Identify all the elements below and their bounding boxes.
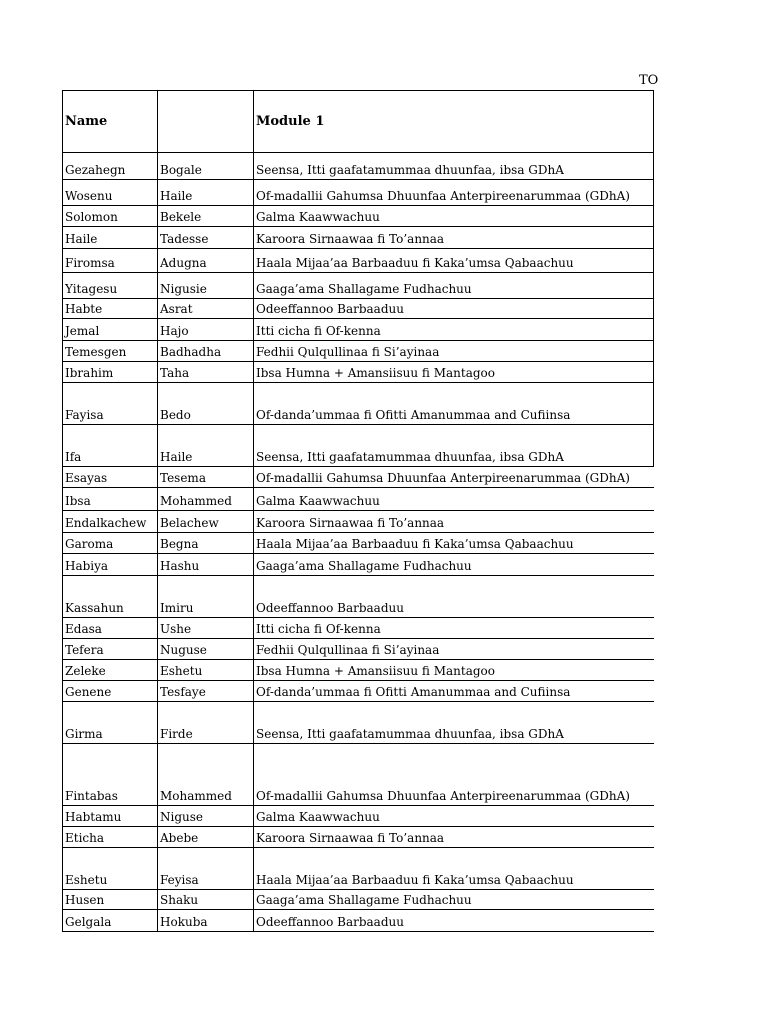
table-row: [63, 554, 654, 576]
table-row: [63, 362, 654, 383]
last-name-cell: Firde: [158, 702, 254, 743]
last-name-cell: Haile: [158, 425, 254, 466]
corner-text: TO: [639, 73, 659, 88]
module-cell: Odeeffannoo Barbaaduu: [254, 299, 654, 318]
table-row: [63, 702, 654, 744]
module-cell: Haala Mijaa’aa Barbaaduu fi Kaka’umsa Qabaachuu: [256, 537, 574, 551]
first-name-cell: Solomon: [63, 206, 158, 226]
table-row: [63, 890, 654, 910]
last-name-cell: Niguse: [158, 806, 254, 826]
first-name-cell: Esayas: [63, 467, 158, 487]
last-name-cell: Abebe: [158, 827, 254, 847]
last-name-cell: Bogale: [158, 153, 254, 179]
last-name-cell: Badhadha: [158, 341, 254, 361]
module-cell: Seensa, Itti gaafatamummaa dhuunfaa, ibsa GDhA: [254, 425, 654, 466]
first-name-cell: Gelgala: [63, 910, 158, 931]
module-cell: Fedhii Qulqullinaa fi Si’ayinaa: [256, 643, 440, 657]
table-row: [63, 848, 654, 890]
table-row: [63, 827, 654, 848]
first-name-cell: Eticha: [63, 827, 158, 847]
table-row: [63, 576, 654, 618]
last-name-cell: Asrat: [158, 299, 254, 318]
table-row: [63, 618, 654, 639]
last-name-cell: Mohammed: [158, 488, 254, 510]
module-cell: Of-madallii Gahumsa Dhuunfaa Anterpireenarummaa (GDhA): [254, 180, 654, 205]
module-cell: Seensa, Itti gaafatamummaa dhuunfaa, ibsa GDhA: [256, 727, 564, 741]
first-name-cell: Girma: [63, 702, 158, 743]
module-cell: Odeeffannoo Barbaaduu: [256, 601, 404, 615]
last-name-cell: Tesfaye: [158, 681, 254, 701]
table-row: [63, 910, 654, 932]
first-name-cell: Gezahegn: [63, 153, 158, 179]
last-name-cell: Bedo: [158, 383, 254, 424]
first-name-cell: Wosenu: [63, 180, 158, 205]
table-row: [63, 319, 654, 341]
last-name-cell: Tadesse: [158, 227, 254, 248]
module-cell: Of-danda’ummaa fi Ofitti Amanummaa and Cufiinsa: [256, 685, 571, 699]
first-name-cell: Temesgen: [63, 341, 158, 361]
module-cell: Galma Kaawwachuu: [256, 494, 380, 508]
module-cell: Ibsa Humna + Amansiisuu fi Mantagoo: [256, 664, 495, 678]
last-name-cell: Nuguse: [158, 639, 254, 659]
table-row: [63, 681, 654, 702]
header-blank: [158, 91, 254, 152]
first-name-cell: Tefera: [63, 639, 158, 659]
last-name-cell: Hokuba: [158, 910, 254, 931]
table-row: [63, 533, 654, 554]
module-cell: Odeeffannoo Barbaaduu: [256, 915, 404, 929]
table-row: [63, 425, 654, 467]
module-cell: Seensa, Itti gaafatamummaa dhuunfaa, ibsa GDhA: [254, 153, 654, 179]
table-row: [63, 806, 654, 827]
header-name: Name: [63, 91, 158, 152]
table-row: [63, 488, 654, 511]
last-name-cell: Mohammed: [158, 744, 254, 805]
module-cell: Karoora Sirnaawaa fi To’annaa: [254, 227, 654, 248]
first-name-cell: Garoma: [63, 533, 158, 553]
module-cell: Haala Mijaa’aa Barbaaduu fi Kaka’umsa Qabaachuu: [256, 873, 574, 887]
module-cell: Karoora Sirnaawaa fi To’annaa: [256, 831, 445, 845]
module-cell: Gaaga’ama Shallagame Fudhachuu: [256, 559, 472, 573]
first-name-cell: Ibrahim: [63, 362, 158, 382]
last-name-cell: Belachew: [158, 511, 254, 532]
table-row: [63, 227, 654, 249]
first-name-cell: Endalkachew: [63, 511, 158, 532]
last-name-cell: Eshetu: [158, 660, 254, 680]
last-name-cell: Adugna: [158, 249, 254, 272]
table-row: [63, 153, 654, 180]
table-body: [63, 153, 654, 932]
module-cell: Of-danda’ummaa fi Ofitti Amanummaa and Cufiinsa: [254, 383, 654, 424]
table-row: [63, 467, 654, 488]
first-name-cell: Kassahun: [63, 576, 158, 617]
data-table: [62, 90, 654, 932]
module-cell: Itti cicha fi Of-kenna: [254, 319, 654, 340]
table-row: [63, 341, 654, 362]
table-row: [63, 511, 654, 533]
last-name-cell: Nigusie: [158, 273, 254, 298]
first-name-cell: Husen: [63, 890, 158, 909]
module-cell: Of-madallii Gahumsa Dhuunfaa Anterpireenarummaa (GDhA): [256, 789, 630, 803]
last-name-cell: Taha: [158, 362, 254, 382]
module-cell: Of-madallii Gahumsa Dhuunfaa Anterpireenarummaa (GDhA): [256, 471, 630, 485]
module-cell: Galma Kaawwachuu: [256, 810, 380, 824]
first-name-cell: Habtamu: [63, 806, 158, 826]
last-name-cell: Imiru: [158, 576, 254, 617]
table-row: [63, 206, 654, 227]
table-header-row: [63, 91, 654, 153]
last-name-cell: Haile: [158, 180, 254, 205]
first-name-cell: Zeleke: [63, 660, 158, 680]
header-module-1: Module 1: [254, 91, 654, 152]
table-row: [63, 273, 654, 299]
table-row: [63, 180, 654, 206]
first-name-cell: Firomsa: [63, 249, 158, 272]
last-name-cell: Hajo: [158, 319, 254, 340]
first-name-cell: Fintabas: [63, 744, 158, 805]
last-name-cell: Feyisa: [158, 848, 254, 889]
table-row: [63, 660, 654, 681]
last-name-cell: Bekele: [158, 206, 254, 226]
module-cell: Karoora Sirnaawaa fi To’annaa: [256, 516, 445, 530]
module-cell: Ibsa Humna + Amansiisuu fi Mantagoo: [254, 362, 654, 382]
last-name-cell: Hashu: [158, 554, 254, 575]
first-name-cell: Yitagesu: [63, 273, 158, 298]
first-name-cell: Habiya: [63, 554, 158, 575]
first-name-cell: Ibsa: [63, 488, 158, 510]
table-row: [63, 383, 654, 425]
first-name-cell: Ifa: [63, 425, 158, 466]
module-cell: Gaaga’ama Shallagame Fudhachuu: [256, 893, 472, 907]
first-name-cell: Jemal: [63, 319, 158, 340]
module-cell: Gaaga’ama Shallagame Fudhachuu: [254, 273, 654, 298]
first-name-cell: Eshetu: [63, 848, 158, 889]
module-cell: Itti cicha fi Of-kenna: [256, 622, 381, 636]
table-row: [63, 744, 654, 806]
first-name-cell: Habte: [63, 299, 158, 318]
table-row: [63, 249, 654, 273]
last-name-cell: Shaku: [158, 890, 254, 909]
first-name-cell: Edasa: [63, 618, 158, 638]
first-name-cell: Genene: [63, 681, 158, 701]
module-cell: Fedhii Qulqullinaa fi Si’ayinaa: [254, 341, 654, 361]
module-cell: Haala Mijaa’aa Barbaaduu fi Kaka’umsa Qabaachuu: [254, 249, 654, 272]
first-name-cell: Haile: [63, 227, 158, 248]
first-name-cell: Fayisa: [63, 383, 158, 424]
table-row: [63, 639, 654, 660]
module-cell: Galma Kaawwachuu: [254, 206, 654, 226]
table-row: [63, 299, 654, 319]
last-name-cell: Ushe: [158, 618, 254, 638]
last-name-cell: Tesema: [158, 467, 254, 487]
last-name-cell: Begna: [158, 533, 254, 553]
